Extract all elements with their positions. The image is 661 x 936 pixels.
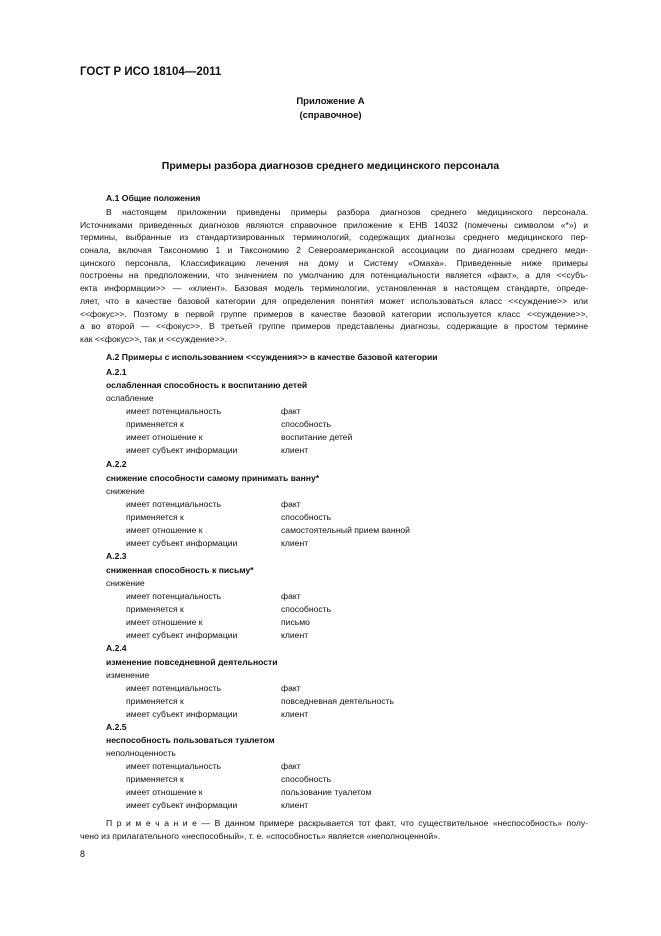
- relation-value: повседневная деятельность: [281, 696, 394, 706]
- paragraph-line: сонала, включая Таксономию 1 и Таксономию 2 Североамериканской ассоциации по диагнозам среднего меди-: [80, 245, 588, 256]
- paragraph-line: как <<фокус>>, так и <<суждение>>.: [80, 333, 227, 344]
- relation-label: имеет потенциальность: [126, 499, 222, 509]
- note: [80, 817, 588, 842]
- relation-value: факт: [281, 406, 301, 416]
- paragraph-line: термины, выбранные из стандартизированных терминологий, содержащих диагнозы среднего медицинского пер-: [80, 232, 588, 243]
- relation-label: применяется к: [126, 696, 184, 706]
- paragraph-line: екта информации>> — «клиент». Базовая модель терминологии, установленная в настоящем стандарте, опреде-: [80, 283, 588, 294]
- relation-label: имеет потенциальность: [126, 683, 222, 693]
- relation-label: имеет субъект информации: [126, 800, 238, 810]
- relation-value: способность: [281, 419, 332, 429]
- relation-value: способность: [281, 512, 332, 522]
- example-base: снижение: [106, 486, 145, 496]
- relation-value: способность: [281, 604, 332, 614]
- relation-value: клиент: [281, 630, 309, 640]
- annex-label: Приложение А: [296, 96, 365, 107]
- relation-value: клиент: [281, 709, 309, 719]
- example-term: сниженная способность к письму*: [106, 565, 254, 575]
- annex-kind: (справочное): [299, 110, 362, 121]
- relation-value: факт: [281, 499, 301, 509]
- relation-label: имеет субъект информации: [126, 709, 238, 719]
- example-term: снижение способности самому принимать ванну*: [106, 473, 320, 483]
- example-number: А.2.1: [106, 367, 127, 377]
- relation-value: клиент: [281, 800, 309, 810]
- paragraph-line: В настоящем приложении приведены примеры разбора диагнозов среднего медицинского персонала.: [106, 207, 588, 217]
- example-term: ослабленная способность к воспитанию детей: [106, 380, 308, 390]
- example-base: снижение: [106, 578, 145, 588]
- paragraph-line: Источниками приведенных диагнозов являются справочное приложение к ЕНВ 14032 (помечены символом «*») и: [80, 219, 588, 230]
- example-term: изменение повседневной деятельности: [106, 657, 278, 667]
- relation-label: применяется к: [126, 774, 184, 784]
- relation-value: клиент: [281, 445, 309, 455]
- document-code: ГОСТ Р ИСО 18104—2011: [80, 66, 222, 78]
- note-line: П р и м е ч а н и е — В данном примере раскрывается тот факт, что существительное «неспособность» полу-: [106, 818, 588, 828]
- example-base: изменение: [106, 670, 150, 680]
- relation-label: имеет субъект информации: [126, 538, 238, 548]
- relation-label: имеет субъект информации: [126, 445, 238, 455]
- paragraph-line: цинского персонала, Классификацию лечения на дому и Систему «Омаха». Приведенные ниже примеры: [80, 257, 588, 268]
- example-number: А.2.2: [106, 459, 127, 469]
- paragraph-line: а во второй — <<фокус>>. В третьей группе примеров представлены диагнозы, содержащие в простом термине: [80, 321, 588, 332]
- example-number: А.2.3: [106, 551, 127, 561]
- relation-value: клиент: [281, 538, 309, 548]
- relation-label: имеет потенциальность: [126, 761, 222, 771]
- relation-value: самостоятельный прием ванной: [281, 525, 410, 535]
- relation-label: имеет отношение к: [126, 432, 203, 442]
- annex-title: Примеры разбора диагнозов среднего медицинского персонала: [161, 160, 500, 172]
- example-term: неспособность пользоваться туалетом: [106, 735, 275, 745]
- relation-label: применяется к: [126, 512, 184, 522]
- relation-value: факт: [281, 591, 301, 601]
- paragraph-line: ляет, что в качестве базовой категории для определения понятия может использоваться класс <<суждение>> или: [80, 295, 588, 306]
- relation-value: воспитание детей: [281, 432, 353, 442]
- relation-value: письмо: [281, 617, 310, 627]
- example-number: А.2.5: [106, 722, 127, 732]
- relation-value: факт: [281, 761, 301, 771]
- section-a1-heading: А.1 Общие положения: [106, 193, 201, 203]
- relation-label: имеет субъект информации: [126, 630, 238, 640]
- relation-label: имеет отношение к: [126, 525, 203, 535]
- note-line: чено из прилагательного «неспособный», т. е. «способность» является «неполноценной».: [80, 830, 441, 841]
- relation-label: применяется к: [126, 604, 184, 614]
- relation-value: факт: [281, 683, 301, 693]
- section-a1-paragraph: [80, 206, 588, 346]
- page-number: 8: [80, 849, 86, 859]
- example-base: ослабление: [106, 393, 154, 403]
- paragraph-line: <<фокус>>. Поэтому в первой группе примеров в качестве базовой категории используется класс <<суждение>>,: [80, 308, 588, 319]
- example-number: А.2.4: [106, 643, 127, 653]
- relation-value: пользование туалетом: [281, 787, 372, 797]
- relation-label: имеет отношение к: [126, 617, 203, 627]
- relation-label: имеет отношение к: [126, 787, 203, 797]
- paragraph-line: построены на предположении, что значением по умолчанию для потенциальности является «факт», а для <<субъ-: [80, 270, 588, 281]
- relation-label: применяется к: [126, 419, 184, 429]
- relation-label: имеет потенциальность: [126, 591, 222, 601]
- example-base: неполноценность: [106, 748, 176, 758]
- relation-value: способность: [281, 774, 332, 784]
- section-a2-heading: А.2 Примеры с использованием <<суждения>> в качестве базовой категории: [106, 352, 438, 362]
- relation-label: имеет потенциальность: [126, 406, 222, 416]
